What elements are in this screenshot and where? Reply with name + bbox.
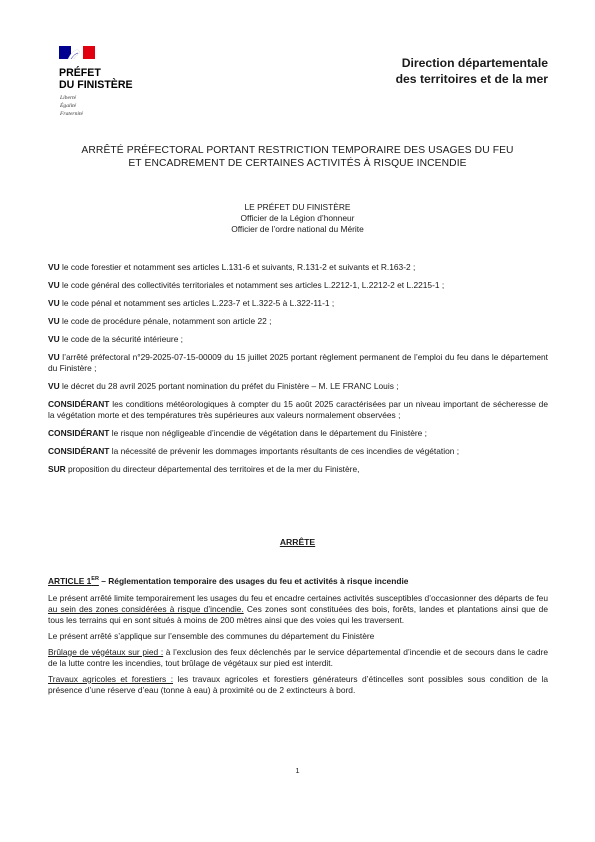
article-label-sup: ER	[91, 576, 99, 582]
visa-lead: VU	[48, 262, 60, 272]
prefet-line1: PRÉFET	[59, 67, 101, 79]
sur-lead: SUR	[48, 464, 66, 474]
paragraph-underlined: au sein des zones considérées à risque d’incendie.	[48, 603, 244, 614]
prefet-block-line2: Officier de la Légion d’honneur	[240, 213, 355, 223]
considerant-item	[48, 428, 548, 439]
visa-lead: VU	[48, 280, 60, 290]
paragraph-text: les travaux agricoles et forestiers générateurs d’étincelles sont possibles sous condition de la présence d’une réserve d’eau (tonne à eau) à proximité ou de 2 extincteurs à bord.	[48, 673, 548, 695]
visa-item	[48, 381, 548, 392]
considerant-lead: CONSIDÉRANT	[48, 428, 110, 438]
article-1-paragraph-brulage	[48, 647, 548, 669]
visa-item	[48, 280, 548, 291]
visa-item	[48, 298, 548, 309]
visa-item	[48, 334, 548, 345]
paragraph-underlined: Brûlage de végétaux sur pied :	[48, 646, 164, 657]
issuing-direction	[396, 55, 548, 87]
visa-item	[48, 262, 548, 273]
article-1-paragraph-travaux	[48, 674, 548, 696]
article-1	[48, 574, 548, 701]
sur-text: proposition du directeur départemental des territoires et de la mer du Finistère,	[65, 464, 360, 474]
devise-liberte: Liberté	[60, 95, 77, 101]
visa-text: le code de la sécurité intérieure ;	[59, 334, 184, 344]
title-line1: ARRÊTÉ PRÉFECTORAL PORTANT RESTRICTION TEMPORAIRE DES USAGES DU FEU	[81, 145, 514, 156]
arrete-heading: ARRÊTE	[279, 537, 316, 547]
visa-text: le code pénal et notamment ses articles L.223-7 et L.322-5 à L.322-11-1 ;	[59, 298, 335, 308]
considerant-text: les conditions météorologiques à compter du 15 août 2025 caractérisées par un niveau important de sécheresse de la végétation morte et des températures très supérieures aux valeurs normalement observées ;	[48, 399, 548, 420]
prefet-line2: DU FINISTÈRE	[59, 79, 133, 91]
visa-text: le code général des collectivités territoriales et notamment ses articles L.2212-1, L.2212-2 et L.2215-1 ;	[59, 280, 445, 290]
considerant-item	[48, 446, 548, 457]
visa-text: le décret du 28 avril 2025 portant nomination du préfet du Finistère – M. LE FRANC Louis ;	[59, 381, 399, 391]
document-title	[50, 144, 545, 170]
marianne-flag-icon	[59, 46, 95, 59]
visa-text: le code forestier et notamment ses articles L.131-6 et suivants, R.131-2 et suivants et R.163-2 ;	[59, 262, 416, 272]
article-1-title: – Réglementation temporaire des usages du feu et activités à risque incendie	[98, 575, 409, 586]
prefet-block-line3: Officier de l’ordre national du Mérite	[231, 224, 364, 234]
paragraph-underlined: Travaux agricoles et forestiers :	[48, 673, 174, 684]
visas-list	[48, 262, 548, 482]
visa-lead: VU	[48, 381, 60, 391]
paragraph-text: Le présent arrêté limite temporairement les usages du feu et encadre certaines activités susceptibles d’occasionner des départs de feu	[48, 592, 548, 603]
visa-item	[48, 316, 548, 327]
article-1-paragraph-scope	[48, 593, 548, 626]
direction-line2: des territoires et de la mer	[395, 72, 548, 86]
prefet-block	[0, 202, 595, 235]
prefecture-name	[59, 67, 133, 91]
prefet-block-line1: LE PRÉFET DU FINISTÈRE	[244, 202, 351, 212]
considerant-lead: CONSIDÉRANT	[48, 446, 110, 456]
considerant-text: le risque non négligeable d’incendie de végétation dans le département du Finistère ;	[109, 428, 427, 438]
visa-text: le code de procédure pénale, notamment son article 22 ;	[59, 316, 272, 326]
title-line2: ET ENCADREMENT DE CERTAINES ACTIVITÉS À RISQUE INCENDIE	[128, 158, 467, 169]
direction-line1: Direction départementale	[401, 56, 548, 70]
page-number: 1	[295, 766, 300, 775]
visa-text: l’arrêté préfectoral n°29-2025-07-15-00009 du 15 juillet 2025 portant règlement permanent de l’emploi du feu dans le département du Finistère ;	[48, 352, 548, 373]
considerant-item	[48, 399, 548, 421]
article-1-paragraph-communes: Le présent arrêté s’applique sur l’ensemble des communes du département du Finistère	[48, 630, 375, 641]
paragraph-text: à l’exclusion des feux déclenchés par le service départemental d’incendie et de secours dans le cadre de la lutte contre les incendies, tout brûlage de végétaux sur pied est interdit.	[48, 646, 548, 668]
article-label-text: ARTICLE 1	[48, 575, 92, 586]
republic-motto	[60, 94, 83, 118]
devise-egalite: Égalité	[60, 103, 77, 109]
visa-lead: VU	[48, 352, 60, 362]
visa-lead: VU	[48, 334, 60, 344]
considerant-lead: CONSIDÉRANT	[48, 399, 110, 409]
considerant-text: la nécessité de prévenir les dommages importants résultants de ces incendies de végétation ;	[109, 446, 460, 456]
visa-lead: VU	[48, 316, 60, 326]
paragraph-text: Ces zones sont constituées des bois, forêts, landes et plantations ainsi que de tous les terrains qui en sont situés à moins de 200 mètres ainsi que des voies qui les traversent.	[48, 603, 548, 625]
sur-proposition-item	[48, 464, 548, 475]
article-1-label	[48, 576, 99, 586]
visa-lead: VU	[48, 298, 60, 308]
devise-fraternite: Fraternité	[60, 111, 83, 117]
article-1-heading	[48, 574, 548, 587]
visa-item	[48, 352, 548, 374]
